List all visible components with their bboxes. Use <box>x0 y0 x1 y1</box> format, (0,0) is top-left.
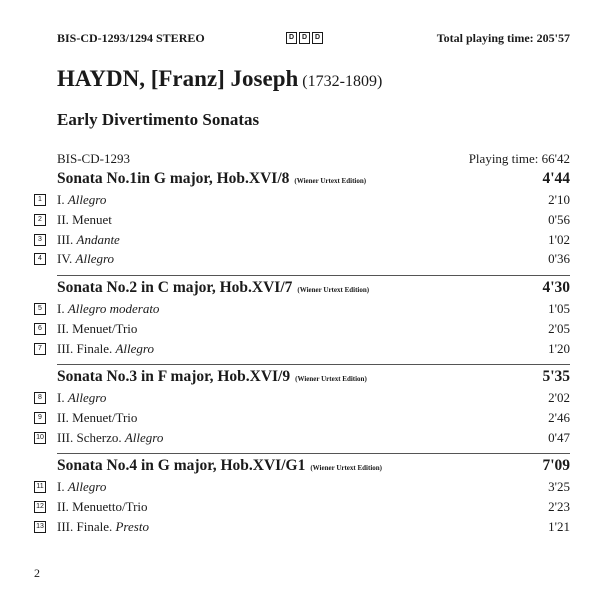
tempo-marking: Allegro <box>115 340 154 356</box>
track-number-box: 11 <box>34 481 46 493</box>
track-title <box>57 479 106 495</box>
sonata-name: Sonata No.2 in C major, Hob.XVI/7 <box>57 279 293 296</box>
track-number-box: 2 <box>34 214 46 226</box>
album-title: Early Divertimento Sonatas <box>57 110 260 129</box>
movement-label: II. Menuet <box>57 211 112 227</box>
movement-label: III. Scherzo. <box>57 429 125 445</box>
ddd-code <box>286 32 323 44</box>
movement-label: I. <box>57 479 68 494</box>
tempo-marking: Allegro <box>75 251 115 267</box>
movement-label: I. <box>57 301 68 316</box>
track-number-box: 6 <box>34 323 46 335</box>
sonata-heading <box>57 368 570 390</box>
track-title <box>57 232 120 248</box>
track-row <box>0 430 570 448</box>
composer-heading <box>57 66 382 92</box>
track-title <box>57 410 137 426</box>
section-divider <box>57 453 570 454</box>
track-row <box>0 192 570 210</box>
edition-note: (Wiener Urtext Edition) <box>295 375 367 383</box>
tempo-marking: Presto <box>115 518 149 534</box>
track-title <box>57 192 106 208</box>
total-playing-time: Total playing time: 205'57 <box>436 31 570 45</box>
track-row <box>0 499 570 517</box>
track-number-box: 10 <box>34 432 46 444</box>
movement-label: III. <box>57 231 77 247</box>
ddd-letter: D <box>312 32 323 44</box>
track-row <box>0 479 570 497</box>
sonata-name: Sonata No.4 in G major, Hob.XVI/G1 <box>57 457 306 474</box>
section-divider <box>57 275 570 276</box>
sonata-title <box>57 368 367 386</box>
track-title <box>57 251 114 267</box>
movement-label: II. Menuet/Trio <box>57 320 138 336</box>
track-duration: 1'05 <box>548 301 570 316</box>
ddd-letter: D <box>299 32 310 44</box>
section-divider <box>57 364 570 365</box>
track-duration: 0'47 <box>548 429 570 445</box>
track-duration: 2'23 <box>548 498 570 514</box>
track-number-box: 8 <box>34 392 46 404</box>
track-number-box: 13 <box>34 521 46 533</box>
track-duration: 3'25 <box>548 479 570 494</box>
tempo-marking: Allegro moderato <box>67 301 160 316</box>
catalog-number: BIS-CD-1293/1294 STEREO <box>57 31 205 45</box>
track-row <box>0 321 570 339</box>
track-row <box>0 390 570 408</box>
page-number: 2 <box>34 566 40 580</box>
track-title <box>57 390 106 406</box>
composer-name: HAYDN, [Franz] Joseph <box>57 66 299 91</box>
track-title <box>57 341 154 357</box>
movement-label: II. Menuetto/Trio <box>57 498 148 514</box>
track-duration: 1'20 <box>548 340 570 356</box>
tempo-marking: Allegro <box>67 390 107 405</box>
track-number-box: 5 <box>34 303 46 315</box>
track-title <box>57 321 137 337</box>
edition-note: (Wiener Urtext Edition) <box>294 177 367 185</box>
disc-playing-time: Playing time: 66'42 <box>468 151 570 166</box>
movement-label: II. Menuet/Trio <box>57 409 138 425</box>
track-row <box>0 341 570 359</box>
track-row <box>0 212 570 230</box>
sonata-name: Sonata No.1in G major, Hob.XVI/8 <box>57 170 290 187</box>
sonata-name: Sonata No.3 in F major, Hob.XVI/9 <box>57 368 291 385</box>
track-row <box>0 301 570 319</box>
movement-label: III. Finale. <box>57 518 116 534</box>
track-row <box>0 251 570 269</box>
track-number-box: 1 <box>34 194 46 206</box>
track-duration: 1'02 <box>548 231 570 247</box>
track-number-box: 7 <box>34 343 46 355</box>
track-title <box>57 301 159 317</box>
track-duration: 0'56 <box>548 211 570 227</box>
track-duration: 0'36 <box>548 251 570 267</box>
edition-note: (Wiener Urtext Edition) <box>297 286 370 294</box>
ddd-letter: D <box>286 32 297 44</box>
track-duration: 2'46 <box>548 409 570 425</box>
track-number-box: 9 <box>34 412 46 424</box>
disc-id: BIS-CD-1293 <box>57 151 130 166</box>
sonata-duration: 4'30 <box>542 279 570 296</box>
movement-label: I. <box>57 192 68 207</box>
sonata-duration: 5'35 <box>542 368 570 385</box>
track-title <box>57 499 148 515</box>
track-duration: 2'02 <box>548 390 570 405</box>
track-title <box>57 430 163 446</box>
track-number-box: 3 <box>34 234 46 246</box>
track-title <box>57 212 112 228</box>
track-number-box: 4 <box>34 253 46 265</box>
sonata-title <box>57 457 382 475</box>
sonata-heading <box>57 279 570 301</box>
tempo-marking: Allegro <box>124 429 164 445</box>
tempo-marking: Allegro <box>67 479 107 494</box>
sonata-title <box>57 170 366 188</box>
tempo-marking: Andante <box>76 231 120 247</box>
sonata-duration: 7'09 <box>542 457 570 474</box>
tempo-marking: Allegro <box>67 192 107 207</box>
track-row <box>0 519 570 537</box>
track-duration: 2'05 <box>548 320 570 336</box>
sonata-title <box>57 279 369 297</box>
composer-dates: (1732-1809) <box>302 73 383 90</box>
track-row <box>0 232 570 250</box>
sonata-heading <box>57 170 570 192</box>
movement-label: III. Finale. <box>57 340 116 356</box>
movement-label: I. <box>57 390 68 405</box>
track-row <box>0 410 570 428</box>
track-title <box>57 519 149 535</box>
track-duration: 1'21 <box>548 518 570 534</box>
sonata-heading <box>57 457 570 479</box>
edition-note: (Wiener Urtext Edition) <box>310 464 383 472</box>
sonata-duration: 4'44 <box>542 170 570 187</box>
movement-label: IV. <box>57 251 76 267</box>
track-number-box: 12 <box>34 501 46 513</box>
track-duration: 2'10 <box>548 192 570 207</box>
